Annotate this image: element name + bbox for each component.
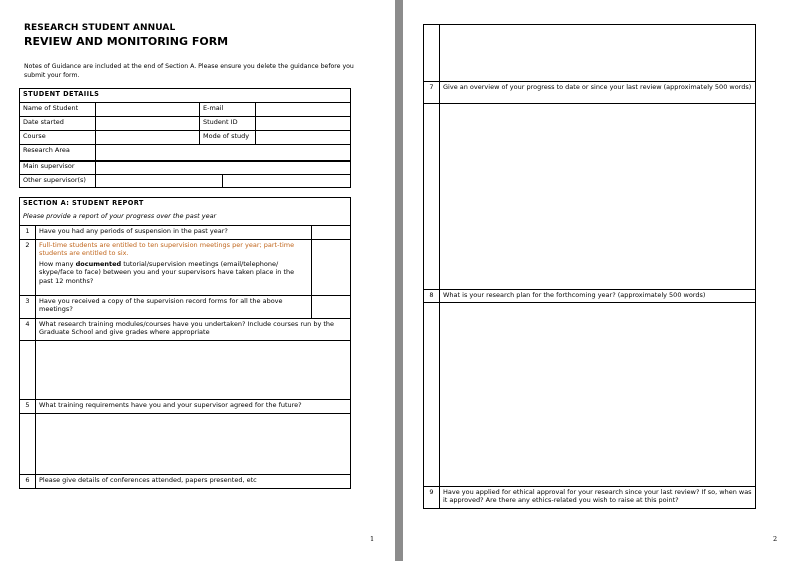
question-7-spacer [424,104,440,290]
section-a-heading: SECTION A: STUDENT REPORT [20,198,351,211]
main-supervisor-field[interactable] [96,161,351,175]
question-6-text: Please give details of conferences attended, papers presented, etc [36,475,351,489]
page-2 [403,0,800,561]
mode-of-study-field[interactable] [256,131,351,145]
question-3-answer[interactable] [312,296,351,319]
other-supervisors-label: Other supervisor(s) [20,175,96,188]
student-details-table [19,88,351,162]
question-2-number: 2 [20,240,36,296]
question-8-answer[interactable] [440,303,756,487]
form-title-line-2: REVIEW AND MONITORING FORM [24,35,229,48]
other-supervisor-field-1[interactable] [96,175,223,188]
question-2-text-post: tutorial/supervision meetings (email/telephone/ skype/face to face) between you and your supervisors have taken place in the past 12 months? [39,259,295,285]
question-7-answer[interactable] [440,104,756,290]
question-4-spacer [20,341,36,400]
question-9-number: 9 [424,487,440,509]
question-5-spacer [20,414,36,475]
section-a-table [19,197,351,489]
question-5-answer[interactable] [36,414,351,475]
supervisor-table [19,160,351,188]
form-title-line-1: RESEARCH STUDENT ANNUAL [24,23,176,33]
section-a-continued-table [423,24,756,509]
student-id-field[interactable] [256,117,351,131]
research-area-label: Research Area [20,145,96,162]
page-number-2: 2 [773,535,778,543]
student-details-heading: STUDENT DETAIILS [20,89,351,103]
question-4-text: What research training modules/courses have you undertaken? Include courses run by the Graduate School and give grades where appropriate [36,319,351,341]
email-field[interactable] [256,103,351,117]
date-started-field[interactable] [96,117,200,131]
question-4-number: 4 [20,319,36,341]
research-area-field[interactable] [96,145,351,162]
question-6-spacer [424,25,440,82]
question-3-text: Have you received a copy of the supervision record forms for all the above meetings? [36,296,312,319]
question-1-text: Have you had any periods of suspension in the past year? [36,226,312,240]
question-2-text-pre: How many [39,259,76,268]
page-number-1: 1 [370,535,375,543]
mode-of-study-label: Mode of study [200,131,256,145]
question-8-spacer [424,303,440,487]
question-4-answer[interactable] [36,341,351,400]
guidance-notes: Notes of Guidance are included at the end of Section A. Please ensure you delete the guidance before you submit your form. [24,63,354,79]
question-3-number: 3 [20,296,36,319]
question-2-cell [36,240,312,296]
question-2-text-bold: documented [75,259,122,268]
course-label: Course [20,131,96,145]
question-6-answer[interactable] [440,25,756,82]
page-1 [0,0,395,561]
question-1-number: 1 [20,226,36,240]
email-label: E-mail [200,103,256,117]
question-7-number: 7 [424,82,440,104]
course-field[interactable] [96,131,200,145]
date-started-label: Date started [20,117,96,131]
name-of-student-field[interactable] [96,103,200,117]
question-8-text: What is your research plan for the forthcoming year? (approximately 500 words) [440,290,756,303]
question-2-answer[interactable] [312,240,351,296]
question-5-number: 5 [20,400,36,414]
section-a-intro: Please provide a report of your progress over the past year [20,211,351,226]
other-supervisor-field-2[interactable] [223,175,351,188]
question-8-number: 8 [424,290,440,303]
main-supervisor-label: Main supervisor [20,161,96,175]
student-id-label: Student ID [200,117,256,131]
question-6-number: 6 [20,475,36,489]
question-5-text: What training requirements have you and your supervisor agreed for the future? [36,400,351,414]
question-1-answer[interactable] [312,226,351,240]
question-2-note: Full-time students are entitled to ten supervision meetings per year; part-time students are entitled to six. [39,241,295,258]
question-9-text: Have you applied for ethical approval for your research since your last review? If so, when was it approved? Are there any ethics-related you wish to raise at this point? [440,487,756,509]
question-7-text: Give an overview of your progress to date or since your last review (approximately 500 words) [440,82,756,104]
question-2-text [39,260,308,285]
name-of-student-label: Name of Student [20,103,96,117]
